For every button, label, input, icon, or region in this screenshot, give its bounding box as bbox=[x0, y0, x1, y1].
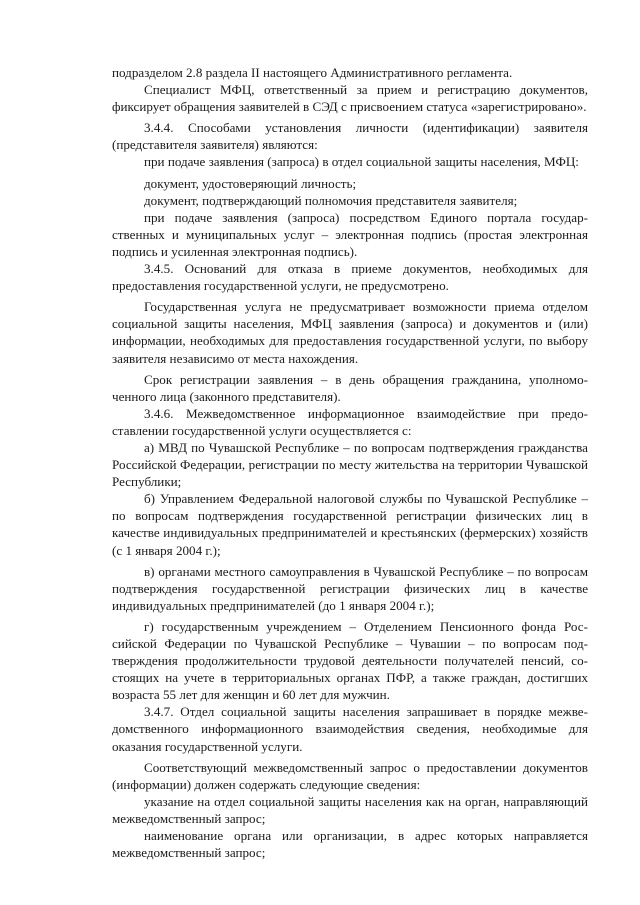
paragraph-request-issuer: указание на отдел социальной защиты населения как на орган, направляющий межведомственный запрос; bbox=[112, 793, 588, 826]
paragraph-continuation: подразделом 2.8 раздела II настоящего Административного регламента. bbox=[112, 65, 513, 80]
paragraph-registration-term: Срок регистрации заявления – в день обращения гражданина, уполномоченного лица (законного представителя). bbox=[112, 371, 588, 404]
paragraph-item-b: б) Управлением Федеральной налоговой службы по Чувашской Республике – по вопросам подтверждения государственной регистрации физических лиц в качестве индивидуальных предпринимателей и крестьянских (фермерских) хозяйств (с 1 января 2004 г.); bbox=[112, 491, 588, 558]
paragraph-request-contents: Соответствующий межведомственный запрос о предоставлении документов (информации) должен содержать следующие сведения: bbox=[112, 759, 588, 792]
paragraph-item-v: в) органами местного самоуправления в Чувашской Республике – по вопросам подтверждения государственной регистрации физических лиц в качестве индивидуальных предпринимателей (до 1 января 2004 г.); bbox=[112, 563, 588, 613]
paragraph-submission-office: при подаче заявления (запроса) в отдел социальной защиты населения, МФЦ: bbox=[144, 154, 579, 170]
paragraph-3-4-7: 3.4.7. Отдел социальной защиты населения запрашивает в порядке межведомственного информационного взаимодействия сведения, необходимые для оказания государственной услуги. bbox=[112, 704, 588, 754]
paragraph-portal-submission: при подаче заявления (запроса) посредством Единого портала государственных и муниципальных услуг – электронная подпись (простая электронная подпись и усиленная электронная подпись). bbox=[112, 209, 588, 259]
paragraph-3-4-6: 3.4.6. Межведомственное информационное взаимодействие при предоставлении государственной услуги осуществляется с: bbox=[112, 405, 588, 438]
document-body bbox=[112, 64, 588, 861]
paragraph-request-recipient: наименование органа или организации, в адрес которых направляется межведомственный запрос; bbox=[112, 828, 588, 861]
paragraph-item-g: г) государственным учреждением – Отделением Пенсионного фонда Российской Федерации по Чувашской Республике – Чувашии – по вопросам подтверждения продолжительности трудовой деятельности получателей пенсий, состоящих на учете в территориальных органах ПФР, а также граждан, достигших возраста 55 лет для женщин и 60 лет для мужчин. bbox=[112, 618, 588, 703]
paragraph-3-4-5: 3.4.5. Оснований для отказа в приеме документов, необходимых для предоставления государственной услуги, не предусмотрено. bbox=[112, 261, 588, 294]
paragraph-identity-document: документ, удостоверяющий личность; bbox=[144, 175, 357, 191]
paragraph-no-extraterritorial: Государственная услуга не предусматривает возможности приема отделом социальной защиты населения, МФЦ заявления (запроса) и документов и (или) информации, необходимых для предоставления государственной услуги, по выбору заявителя независимо от места нахождения. bbox=[112, 299, 588, 366]
paragraph-authority-document: документ, подтверждающий полномочия представителя заявителя; bbox=[144, 192, 518, 208]
paragraph-item-a: а) МВД по Чувашской Республике – по вопросам подтверждения гражданства Российской Федерации, регистрации по месту жительства на территории Чувашской Республики; bbox=[112, 439, 588, 490]
paragraph-3-4-4: 3.4.4. Способами установления личности (идентификации) заявителя (представителя заявителя) являются: bbox=[112, 120, 588, 153]
paragraph-mfc-specialist: Специалист МФЦ, ответственный за прием и регистрацию документов, фиксирует обращения заявителей в СЭД с присвоением статуса «зарегистрировано». bbox=[112, 82, 588, 115]
